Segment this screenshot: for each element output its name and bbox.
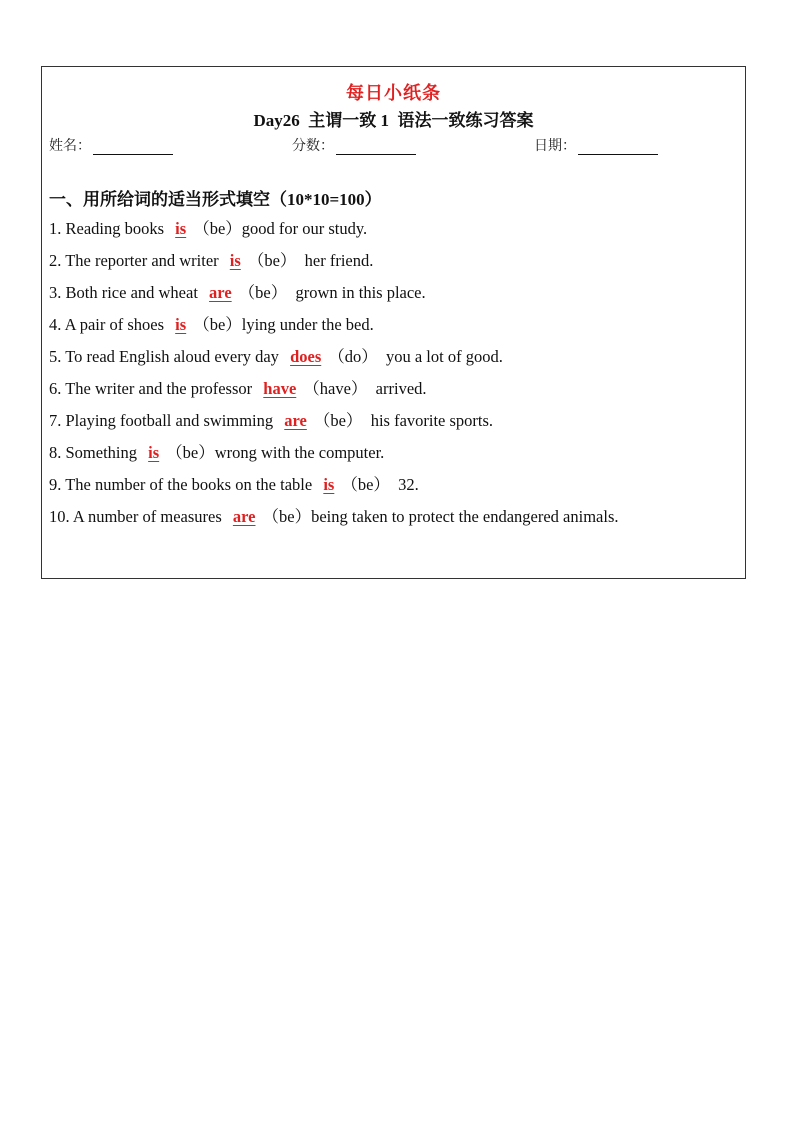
hint-text: （do） [328,347,378,366]
answer-text: is [148,443,160,462]
question-text: 7. Playing football and swimming [49,411,278,430]
question-item [49,504,739,536]
hint-text: （be） [193,219,242,238]
hint-text: （be） [313,411,363,430]
question-rest: lying under the bed. [241,315,374,334]
name-field [49,135,173,155]
question-rest: being taken to protect the endangered animals. [311,507,619,526]
name-label: 姓名： [49,139,91,154]
question-text: 6. The writer and the professor [49,379,257,398]
question-list [49,216,739,536]
hint-text: （be） [166,443,215,462]
date-blank[interactable] [578,140,658,155]
question-item [49,280,739,312]
hint-text: （be） [262,507,312,526]
question-item [49,472,739,504]
question-text: 10. A number of measures [49,507,226,526]
question-rest: his favorite sports. [362,411,494,430]
answer-text: is [175,219,187,238]
question-text: 8. Something [49,443,142,462]
answer-text: is [229,251,241,270]
section-heading: 一、用所给词的适当形式填空（10*10=100） [49,190,382,209]
question-item [49,248,739,280]
answer-text: are [209,283,232,302]
hint-text: （be） [247,251,297,270]
question-text: 3. Both rice and wheat [49,283,203,302]
hint-text: （be） [238,283,288,302]
question-text: 9. The number of the books on the table [49,475,317,494]
answer-text: is [175,315,187,334]
question-item [49,408,739,440]
worksheet-title: Day26 主谓一致 1 语法一致练习答案 [253,111,534,130]
hint-text: （be） [193,315,242,334]
question-item [49,440,739,472]
question-rest: arrived. [367,379,427,398]
date-field [534,135,658,155]
question-item [49,344,739,376]
answer-text: are [284,411,307,430]
question-rest: 32. [389,475,419,494]
question-rest: good for our study. [241,219,368,238]
question-text: 5. To read English aloud every day [49,347,284,366]
question-text: 4. A pair of shoes [49,315,169,334]
date-label: 日期： [534,139,576,154]
answer-text: have [263,379,297,398]
question-text: 2. The reporter and writer [49,251,223,270]
answer-text: is [323,475,335,494]
question-item [49,376,739,408]
question-item [49,312,739,344]
question-rest: you a lot of good. [377,347,503,366]
answer-text: are [232,507,256,526]
score-field [292,135,416,155]
name-blank[interactable] [93,140,173,155]
answer-text: does [290,347,322,366]
question-rest: grown in this place. [287,283,426,302]
hint-text: （be） [341,475,390,494]
question-text: 1. Reading books [49,219,169,238]
question-rest: wrong with the computer. [214,443,385,462]
hint-text: （have） [303,379,368,398]
worksheet-series-title: 每日小纸条 [346,83,441,103]
score-label: 分数： [292,139,334,154]
worksheet-box [41,66,746,579]
score-blank[interactable] [336,140,416,155]
question-rest: her friend. [296,251,374,270]
question-item [49,216,739,248]
